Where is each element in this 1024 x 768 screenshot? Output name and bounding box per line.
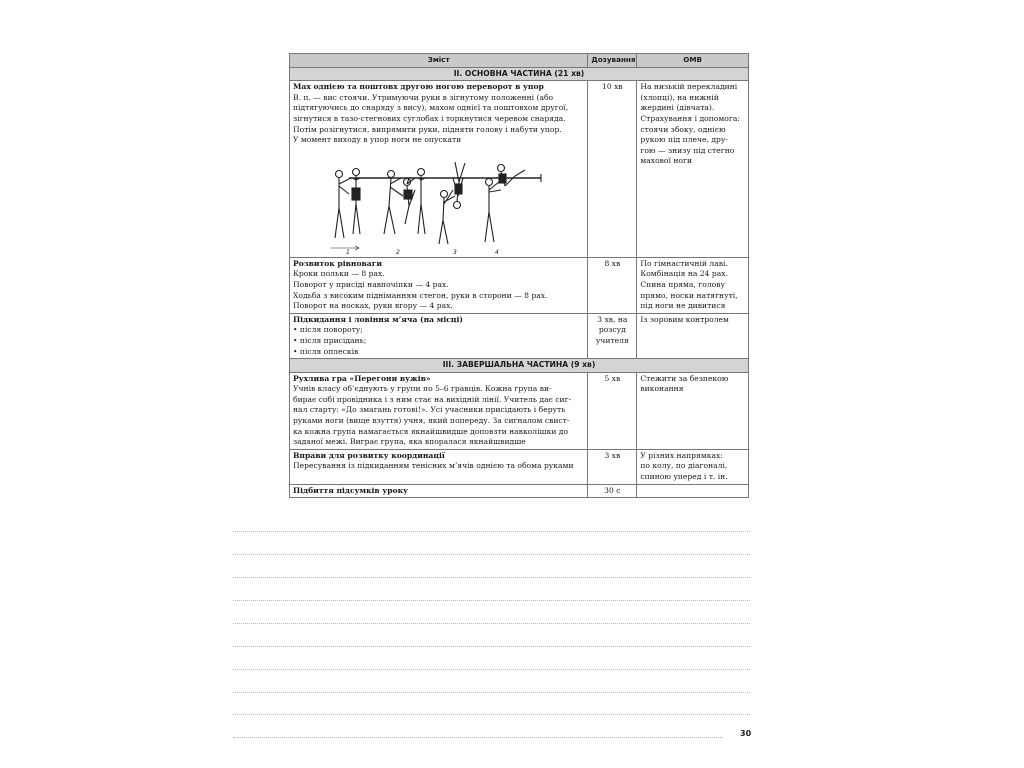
row-omv (637, 449, 749, 484)
row-line: підтягуючись до снаряду з вису), махом однієї та поштовхом другої, (293, 103, 569, 113)
row-content (290, 484, 588, 498)
header-row (290, 54, 749, 68)
bullet-item: • після оплесків (293, 347, 584, 358)
header-content: Зміст (290, 54, 588, 68)
note-line (233, 714, 750, 715)
table-row (290, 372, 749, 449)
note-line (233, 554, 750, 555)
table-row (290, 313, 749, 358)
row-line: заданої межі. Виграє група, яка впоралася якнайшвидше (293, 437, 526, 447)
note-line (233, 600, 750, 601)
omv-line: Комбінація на 24 рах. (640, 269, 728, 279)
row-line: Поворот на носках, руки вгору — 4 рах. (293, 301, 453, 311)
row-dosage: 8 хв (588, 257, 637, 313)
omv-line: По гімнастичній лаві. (640, 258, 728, 268)
figure-label-4: 4 (495, 248, 499, 256)
omv-line: Із зоровим контролем (640, 314, 729, 324)
row-dosage (588, 313, 637, 358)
omv-line: виконання (640, 384, 684, 394)
omv-line: Стежити за безпекою (640, 373, 729, 383)
section-final-row (290, 359, 749, 373)
figure-label-2: 2 (396, 248, 400, 256)
row-title: Рухлива гра «Перегони вужів» (293, 373, 431, 383)
row-line: бирає собі провідника і з ним стає на вихідній лінії. Учитель дає сиг- (293, 394, 572, 404)
row-omv (637, 257, 749, 313)
dosage-line: учителя (595, 335, 629, 345)
row-line: Пересування із підкиданням тенісних м’ячів однією та обома руками (293, 461, 574, 471)
row-line: ка кожна група намагається якнайшвидше доповзти навколішки до (293, 426, 569, 436)
figure-label-3: 3 (453, 248, 457, 256)
row-dosage: 5 хв (588, 372, 637, 449)
figure-label-1: 1 (346, 248, 350, 256)
row-title: Мах однією та поштовх другою ногою переворот в упор (293, 82, 544, 92)
omv-line: махової ноги (640, 156, 693, 166)
row-line: У момент виходу в упор ноги не опускати (293, 135, 462, 145)
note-line (233, 646, 750, 647)
row-dosage: 3 хв (588, 449, 637, 484)
table-row (290, 81, 749, 258)
table-row (290, 449, 749, 484)
omv-line: У різних напрямках: (640, 450, 723, 460)
row-content (290, 257, 588, 313)
note-line (233, 669, 750, 670)
header-omv: ОМВ (637, 54, 749, 68)
omv-line: (хлопці), на нижній (640, 92, 719, 102)
row-line: руками ноги (вище взуття) учня, який попереду. За сигналом свист- (293, 416, 570, 426)
page-number: 30 (740, 729, 752, 738)
row-omv (637, 372, 749, 449)
row-title: Підбиття підсумків уроку (293, 485, 408, 495)
row-line: Учнів класу об’єднують у групи по 5–6 гравців. Кожна група ви- (293, 384, 552, 394)
row-title: Вправи для розвитку координації (293, 450, 445, 460)
omv-line: На низькій перекладині (640, 82, 738, 92)
lesson-plan-table (289, 53, 749, 498)
note-line (233, 531, 750, 532)
bullet-item: • після повороту; (293, 325, 584, 336)
omv-line: Страхування і допомога: (640, 113, 740, 123)
omv-line: спиною уперед і т. ін. (640, 472, 728, 482)
row-content (290, 449, 588, 484)
row-line: Потім розігнутися, випрямити руки, підняти голову і набути упор. (293, 124, 562, 134)
note-line (233, 737, 723, 738)
row-title: Розвиток рівноваги (293, 258, 383, 268)
exercise-illustration (329, 160, 584, 256)
omv-line: прямо, носки натягнуті, (640, 290, 738, 300)
gymnast-figures-svg (329, 160, 549, 256)
row-line: нал старту: «До змагань готові!». Усі учасники присідають і беруть (293, 405, 566, 415)
omv-line: під ноги не дивитися (640, 301, 726, 311)
row-line: Поворот у присіді навпочіпки — 4 рах. (293, 279, 449, 289)
row-dosage: 10 хв (588, 81, 637, 258)
row-dosage: 30 с (588, 484, 637, 498)
row-content (290, 81, 588, 258)
row-omv (637, 313, 749, 358)
table-row (290, 257, 749, 313)
omv-line: гою — знизу під стегно (640, 145, 735, 155)
omv-line: стоячи збоку, однією (640, 124, 726, 134)
omv-line: жердині (дівчата). (640, 103, 715, 113)
note-line (233, 623, 750, 624)
omv-line: Спина пряма, голову (640, 279, 725, 289)
row-omv (637, 81, 749, 258)
section-main-row (290, 67, 749, 81)
note-line (233, 577, 750, 578)
omv-line: рукою під плече, дру- (640, 135, 728, 145)
row-line: Ходьба з високим підніманням стегон, руки в сторони — 8 рах. (293, 290, 548, 300)
row-line: Кроки польки — 8 рах. (293, 269, 385, 279)
row-content (290, 313, 588, 358)
row-content (290, 372, 588, 449)
section-final-title: ІІІ. ЗАВЕРШАЛЬНА ЧАСТИНА (9 хв) (290, 359, 749, 373)
bullet-item: • після присідань; (293, 336, 584, 347)
table-row (290, 484, 749, 498)
dosage-line: 3 хв, на (597, 314, 628, 324)
row-title: Підкидання і ловіння м’яча (на місці) (293, 314, 463, 324)
note-line (233, 692, 750, 693)
dosage-line: розсуд (598, 325, 626, 335)
row-line: В. п. — вис стоячи. Утримуючи руки в зігнутому положенні (або (293, 92, 554, 102)
row-omv (637, 484, 749, 498)
section-main-title: ІІ. ОСНОВНА ЧАСТИНА (21 хв) (290, 67, 749, 81)
header-dosage: Дозування (588, 54, 637, 68)
row-line: зігнутися в тазо-стегнових суглобах і торкнутися черевом снаряда. (293, 113, 566, 123)
omv-line: по колу, по діагоналі, (640, 461, 728, 471)
